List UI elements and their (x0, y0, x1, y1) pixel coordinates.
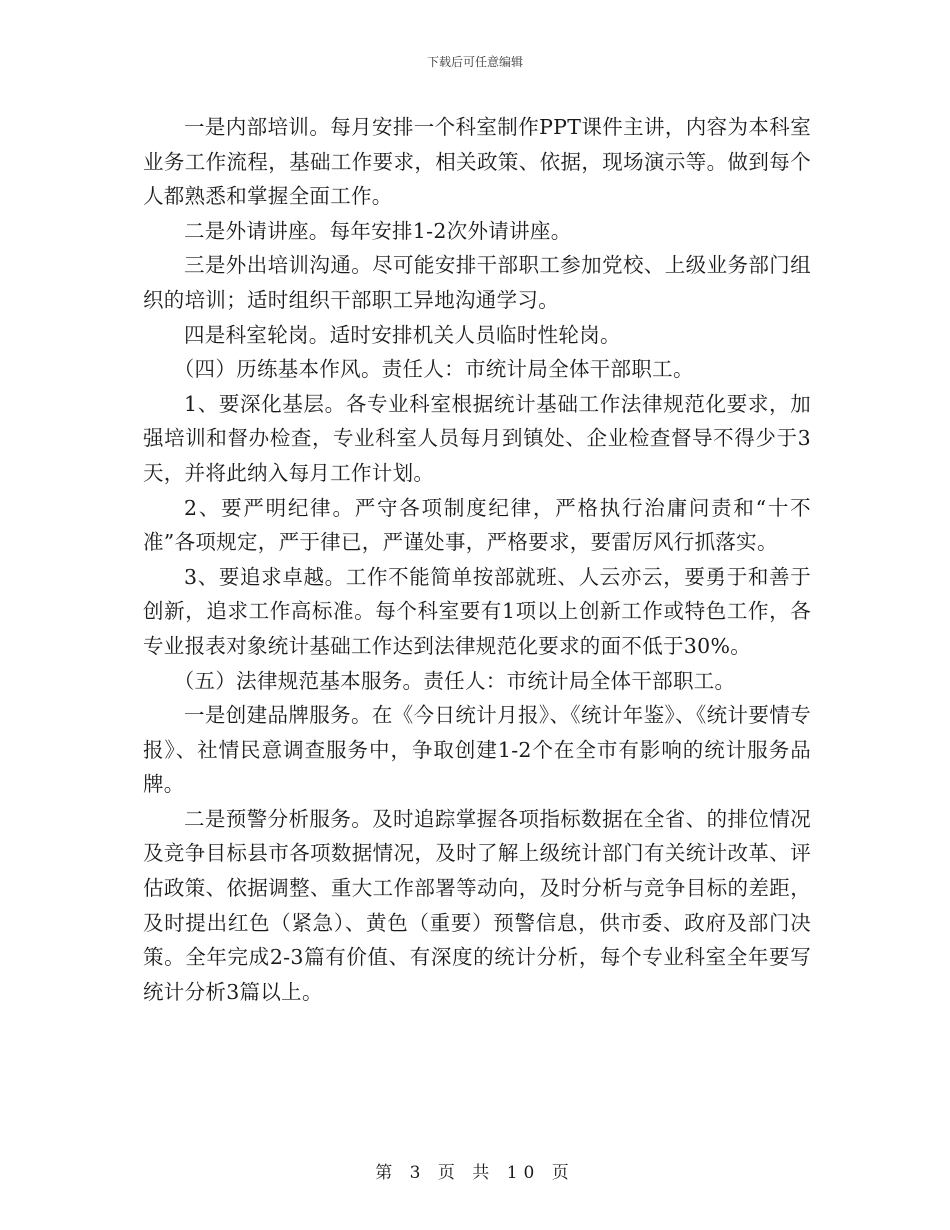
section-heading-legal-service: （五）法律规范基本服务。责任人：市统计局全体干部职工。 (173, 668, 736, 693)
paragraph-internal-training: 一是内部培训。每月安排一个科室制作PPT课件主讲，内容为本科室业务工作流程，基础工作要求，相关政策、依据，现场演示等。做到每个人都熟悉和掌握全面工作。 (143, 115, 811, 209)
paragraph-external-training: 三是外出培训沟通。尽可能安排干部职工参加党校、上级业务部门组织的培训；适时组织干部职工异地沟通学习。 (143, 253, 811, 312)
page-number-footer: 第 3 页 共 10 页 (375, 1163, 575, 1183)
document-body (143, 110, 811, 1009)
paragraph-brand-service: 一是创建品牌服务。在《今日统计月报》、《统计年鉴》、《统计要情专报》、社情民意调查服务中，争取创建1-2个在全市有影响的统计服务品牌。 (143, 703, 811, 797)
paragraph-excellence: 3、要追求卓越。工作不能简单按部就班、人云亦云，要勇于和善于创新，追求工作高标准。每个科室要有1项以上创新工作或特色工作，各专业报表对象统计基础工作达到法律规范化要求的面不低于30%。 (143, 564, 811, 658)
page-header-note: 下载后可任意编辑 (426, 55, 523, 69)
section-heading-work-style: （四）历练基本作风。责任人：市统计局全体干部职工。 (173, 357, 694, 382)
paragraph-grassroots: 1、要深化基层。各专业科室根据统计基础工作法律规范化要求，加强培训和督办检查，专业科室人员每月到镇处、企业检查督导不得少于3天，并将此纳入每月工作计划。 (143, 391, 811, 485)
paragraph-discipline: 2、要严明纪律。严守各项制度纪律，严格执行治庸问责和“十不准”各项规定，严于律已，严谨处事，严格要求，要雷厉风行抓落实。 (143, 495, 811, 555)
paragraph-external-lectures: 二是外请讲座。每年安排1-2次外请讲座。 (184, 218, 572, 243)
paragraph-warning-analysis: 二是预警分析服务。及时追踪掌握各项指标数据在全省、的排位情况及竞争目标县市各项数据情况，及时了解上级统计部门有关统计改革、评估政策、依据调整、重大工作部署等动向，及时分析与竞争目标的差距，及时提出红色（紧急）、黄色（重要）预警信息，供市委、政府及部门决策。全年完成2-3篇有价值、有深度的统计分析，每个专业科室全年要写统计分析3篇以上。 (143, 806, 811, 1004)
paragraph-job-rotation: 四是科室轮岗。适时安排机关人员临时性轮岗。 (184, 322, 621, 347)
